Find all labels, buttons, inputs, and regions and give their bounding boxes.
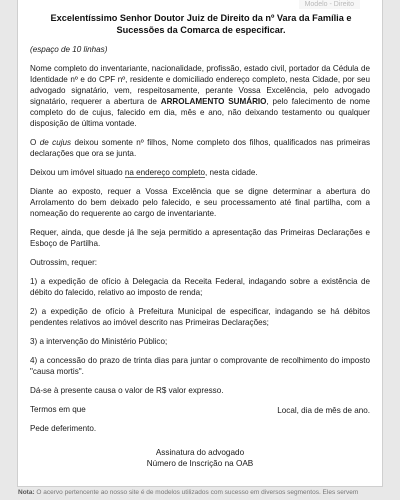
footer-label: Nota:	[18, 489, 35, 496]
paragraph-3-text-a: Deixou um imóvel situado	[30, 168, 125, 177]
terms-line-1: Termos em que	[30, 405, 86, 414]
paragraph-3-text-b: , nesta cidade.	[205, 168, 258, 177]
paragraph-1-bold: ARROLAMENTO SUMÁRIO	[160, 97, 267, 106]
footer-note	[18, 489, 382, 496]
paragraph-1	[30, 63, 370, 129]
paragraph-3	[30, 167, 370, 178]
footer-text: O acervo pertencente ao nosso site é de modelos utilizados com sucesso em diversos segmentos. Eles servem	[34, 489, 359, 496]
document-body	[30, 44, 370, 442]
paragraph-2-text-b: deixou somente nº filhos, Nome completo dos filhos, qualificados nas primeiras declarações que ora se junta.	[30, 138, 370, 158]
paragraph-1-text-a: Nome completo do inventariante, nacionalidade, profissão, estado civil, portador da Cédula de Identidade nº e do CPF nº, residente e domiciliado endereço completo, nesta Cidade, por seu advogado signatário, vem, respeitosamente, perante Vossa Excelência, pelo advogado signatário, requerer a abertura de	[30, 64, 370, 106]
paragraph-2-italic: de cujus	[39, 138, 72, 147]
request-item-2: 2) a expedição de ofício à Prefeitura Municipal de especificar, indagando se há débitos pendentes relativos ao imóvel descrito nas Primeiras Declarações;	[30, 307, 370, 327]
paragraph-1-text-b: , pelo falecimento de nome completo do de cujus, falecido em dia, mês e ano, não deixando testamento ou qualquer disposição de última vontade.	[30, 97, 370, 128]
document-title: Excelentíssimo Senhor Doutor Juiz de Direito da nº Vara da Família e Sucessões da Comarca de especificar.	[50, 13, 352, 35]
space-note: (espaço de 10 linhas)	[30, 45, 108, 54]
request-item-1: 1) a expedição de ofício à Delegacia da Receita Federal, indagando sobre a existência de débito do falecido, relativo ao imposto de renda;	[30, 277, 370, 297]
top-stamp: Modelo - Direito	[299, 0, 360, 9]
address-link[interactable]: na endereço completo	[124, 168, 206, 177]
place-date: Local, dia de mês de ano.	[277, 406, 370, 415]
paragraph-2	[30, 137, 370, 159]
terms-line-2: Pede deferimento.	[30, 424, 97, 433]
request-item-4: 4) a concessão do prazo de trinta dias para juntar o comprovante de recolhimento do imposto "causa mortis".	[30, 356, 370, 376]
paragraph-5: Requer, ainda, que desde já lhe seja permitido a apresentação das Primeiras Declarações e Esboço de Partilha.	[30, 228, 370, 248]
oab-number: Número de Inscrição na OAB	[146, 459, 254, 468]
case-value: Dá-se à presente causa o valor de R$ valor expresso.	[30, 386, 224, 395]
lawyer-signature: Assinatura do advogado	[155, 448, 245, 457]
paragraph-2-text-a: O	[30, 138, 40, 147]
request-item-3: 3) a intervenção do Ministério Público;	[30, 337, 168, 346]
document-page	[18, 0, 382, 486]
paragraph-6: Outrossim, requer:	[30, 258, 98, 267]
paragraph-4: Diante ao exposto, requer a Vossa Excelência que se digne determinar a abertura do Arrolamento do bem deixado pelo falecido, e seu processamento até final partilha, com a nomeação do requerente ao cargo de inventariante.	[30, 187, 370, 218]
